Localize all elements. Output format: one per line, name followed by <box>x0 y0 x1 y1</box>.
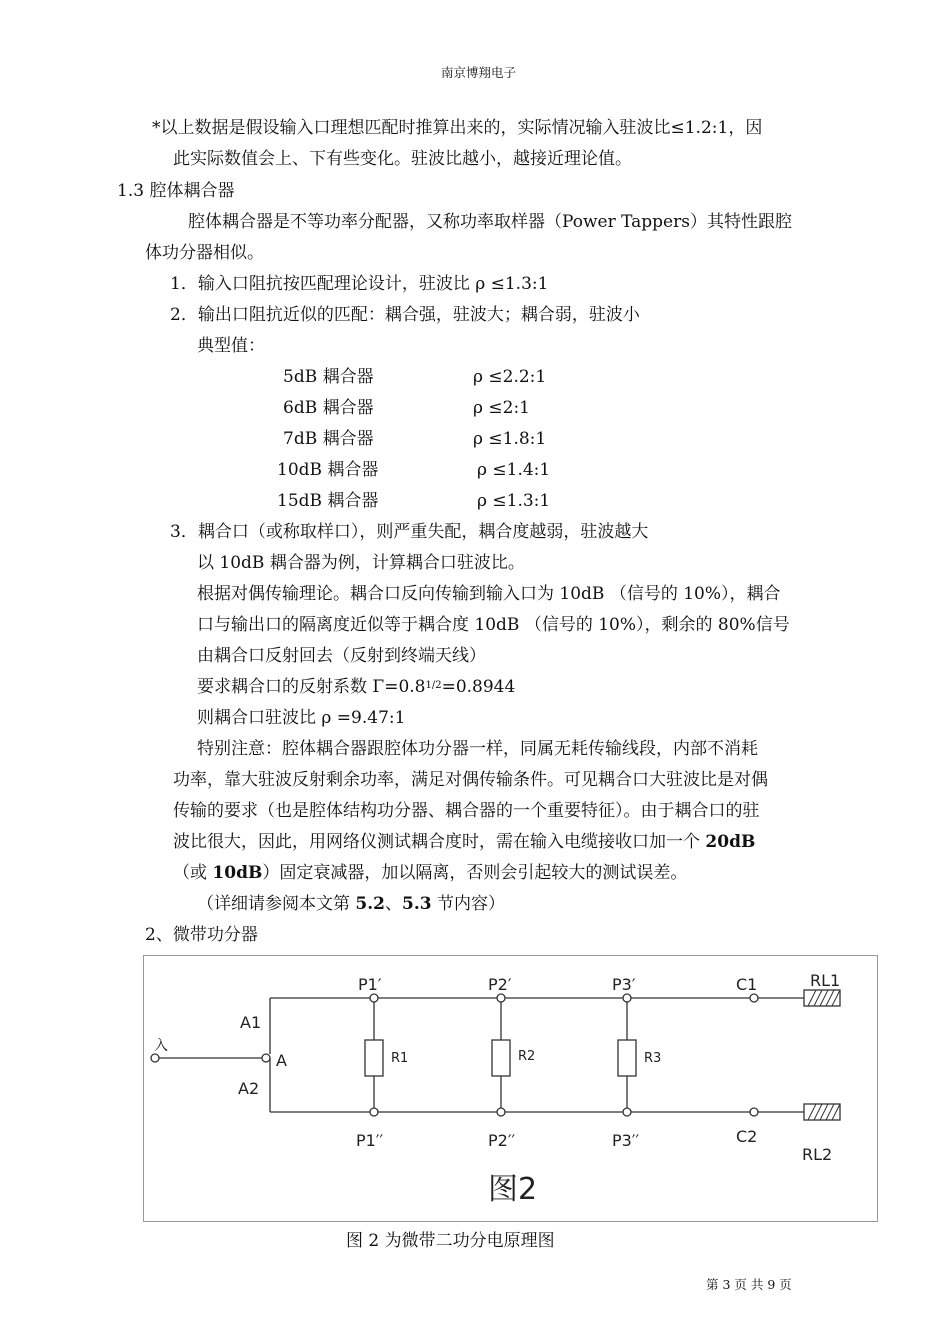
label-c2: C2 <box>736 1127 758 1146</box>
reference-text: （详细请参阅本文第 <box>197 894 356 914</box>
r2-resistor <box>492 1040 510 1076</box>
node-p3-bottom <box>623 1108 631 1116</box>
special-note-text: （或 <box>173 863 213 883</box>
note-line-2: 此实际数值会上、下有些变化。驻波比越小，越接近理论值。 <box>173 149 632 169</box>
reflection-base: 要求耦合口的反射系数 Γ=0.8 <box>197 677 426 697</box>
typical-rho: ρ ≤2.2:1 <box>473 367 547 387</box>
reflection-coefficient <box>197 676 515 698</box>
list-item-1: 1．输入口阻抗按匹配理论设计，驻波比 ρ ≤1.3:1 <box>170 274 549 294</box>
reflection-exponent: 1/2 <box>425 680 442 691</box>
label-r2: R2 <box>518 1049 536 1064</box>
label-p3-bottom: P3′′ <box>612 1131 640 1150</box>
circuit-diagram <box>143 955 878 1222</box>
typical-name: 10dB 耦合器 <box>277 460 379 480</box>
vswr-result: 则耦合口驻波比 ρ =9.47:1 <box>197 708 406 728</box>
node-p3-top <box>623 994 631 1002</box>
typical-rho: ρ ≤1.3:1 <box>477 491 551 511</box>
label-a: A <box>276 1051 287 1070</box>
node-c2 <box>750 1108 758 1116</box>
intro-line-2: 体功分器相似。 <box>145 243 264 263</box>
section-title-2: 2、微带功分器 <box>145 925 258 945</box>
list-item-3: 3．耦合口（或称取样口），则严重失配，耦合度越弱，驻波越大 <box>170 522 649 542</box>
theory-line-2: 口与输出口的隔离度近似等于耦合度 10dB （信号的 10%），剩余的 80%信号 <box>197 615 790 635</box>
intro-line-1: 腔体耦合器是不等功率分配器，又称功率取样器（Power Tappers）其特性跟腔 <box>188 212 792 232</box>
reference-text: 节内容） <box>431 894 505 914</box>
special-note-line-5 <box>173 862 687 884</box>
reference-section-5-3: 5.3 <box>401 894 432 914</box>
figure-title: 图2 <box>488 1172 538 1207</box>
typical-rho: ρ ≤2:1 <box>473 398 531 418</box>
label-r1: R1 <box>391 1051 409 1066</box>
input-port <box>151 1054 159 1062</box>
label-a1: A1 <box>240 1013 262 1032</box>
node-p2-top <box>497 994 505 1002</box>
label-input: 入 <box>154 1038 168 1054</box>
label-p1-bottom: P1′′ <box>356 1131 384 1150</box>
label-p3-top: P3′ <box>612 975 636 994</box>
theory-line-3: 由耦合口反射回去（反射到终端天线） <box>197 646 486 666</box>
r1-resistor <box>365 1040 383 1076</box>
note-line-1: *以上数据是假设输入口理想匹配时推算出来的，实际情况输入驻波比≤1.2:1，因 <box>152 118 763 138</box>
r3-resistor <box>618 1040 636 1076</box>
typical-name: 15dB 耦合器 <box>277 491 379 511</box>
node-p1-bottom <box>370 1108 378 1116</box>
special-note-text: ）固定衰减器，加以隔离，否则会引起较大的测试误差。 <box>262 863 688 883</box>
figure-caption: 图 2 为微带二功分电原理图 <box>346 1231 555 1251</box>
load-rl2-hatch <box>808 1104 840 1120</box>
node-p1-top <box>370 994 378 1002</box>
circuit-svg <box>144 956 877 1221</box>
node-a <box>262 1054 270 1062</box>
label-c1: C1 <box>736 975 758 994</box>
label-a2: A2 <box>238 1079 260 1098</box>
reference-separator: 、 <box>384 894 402 914</box>
attenuation-10db: 10dB <box>212 863 263 883</box>
typical-name: 6dB 耦合器 <box>283 398 374 418</box>
label-p2-top: P2′ <box>488 975 512 994</box>
typical-name: 7dB 耦合器 <box>283 429 374 449</box>
list-item-2: 2．输出口阻抗近似的匹配：耦合强，驻波大；耦合弱，驻波小 <box>170 305 640 325</box>
node-c1 <box>750 994 758 1002</box>
special-note-text: 波比很大，因此，用网络仪测试耦合度时，需在输入电缆接收口加一个 <box>173 832 706 852</box>
reference-line <box>197 893 505 915</box>
header-company: 南京博翔电子 <box>441 65 517 80</box>
label-r3: R3 <box>644 1051 662 1066</box>
label-p2-bottom: P2′′ <box>488 1131 516 1150</box>
load-rl1-hatch <box>808 990 840 1006</box>
page-number: 第 3 页 共 9 页 <box>706 1277 792 1292</box>
section-title-1-3: 1.3 腔体耦合器 <box>117 181 235 201</box>
attenuation-20db: 20dB <box>705 832 756 852</box>
example-line: 以 10dB 耦合器为例，计算耦合口驻波比。 <box>197 553 525 573</box>
reference-section-5-2: 5.2 <box>355 894 385 914</box>
typical-name: 5dB 耦合器 <box>283 367 374 387</box>
label-rl2: RL2 <box>802 1145 833 1164</box>
typical-label: 典型值： <box>197 336 265 356</box>
theory-line-1: 根据对偶传输理论。耦合口反向传输到输入口为 10dB （信号的 10%），耦合 <box>197 584 781 604</box>
typical-rho: ρ ≤1.8:1 <box>473 429 547 449</box>
label-rl1: RL1 <box>810 971 841 990</box>
label-p1-top: P1′ <box>358 975 382 994</box>
special-note-line-4 <box>173 831 755 853</box>
special-note-line-2: 功率，靠大驻波反射剩余功率，满足对偶传输条件。可见耦合口大驻波比是对偶 <box>173 770 768 790</box>
typical-rho: ρ ≤1.4:1 <box>477 460 551 480</box>
reflection-result: =0.8944 <box>441 677 516 697</box>
special-note-line-3: 传输的要求（也是腔体结构功分器、耦合器的一个重要特征）。由于耦合口的驻 <box>173 801 760 821</box>
special-note-line-1: 特别注意：腔体耦合器跟腔体功分器一样，同属无耗传输线段，内部不消耗 <box>197 739 758 759</box>
node-p2-bottom <box>497 1108 505 1116</box>
